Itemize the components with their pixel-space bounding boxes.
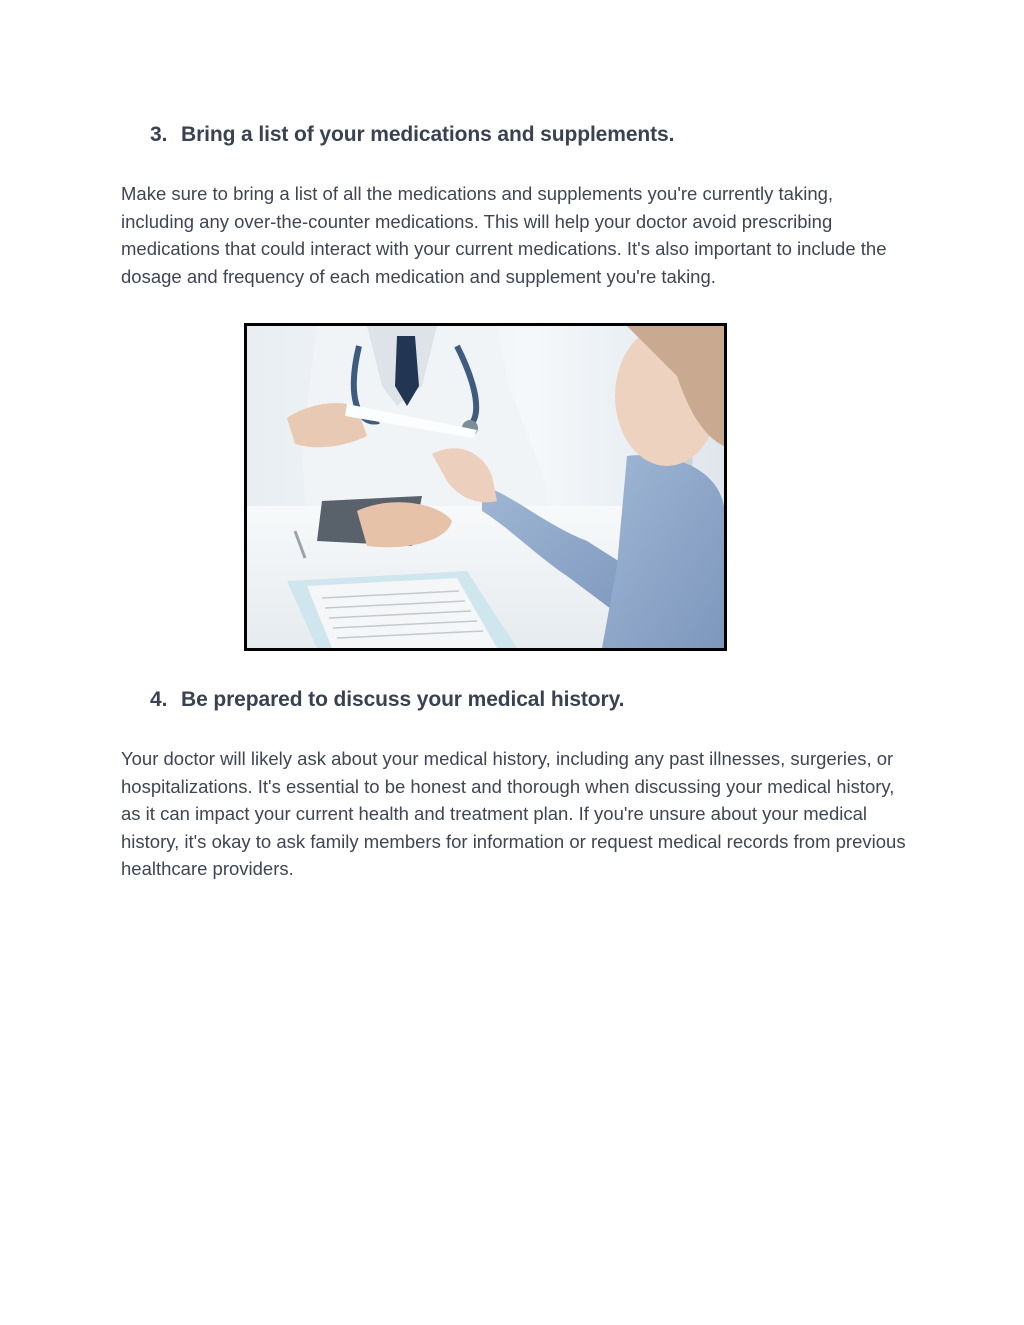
- section-3-body: Make sure to bring a list of all the medications and supplements you're currently taking, including any over-the-counter medications. This will help your doctor avoid prescribing medications that could interact with your current medications. It's also important to include the dosage and frequency of each medication and supplement you're taking.: [121, 183, 887, 287]
- doctor-patient-illustration: [247, 326, 724, 648]
- section-4-body: Your doctor will likely ask about your medical history, including any past illnesses, surgeries, or hospitalizations. It's essential to be honest and thorough when discussing your medical history, as it can impact your current health and treatment plan. If you're unsure about your medical history, it's okay to ask family members for information or request medical records from previous healthcare providers.: [121, 748, 906, 879]
- doctor-patient-photo: [244, 323, 727, 651]
- section-4-title: Be prepared to discuss your medical history.: [181, 688, 625, 711]
- section-3-title: Bring a list of your medications and supplements.: [181, 123, 675, 146]
- section-3-heading: [150, 123, 674, 147]
- section-3-number: 3.: [150, 123, 168, 146]
- section-4-heading: [150, 688, 624, 712]
- section-4-number: 4.: [150, 688, 168, 711]
